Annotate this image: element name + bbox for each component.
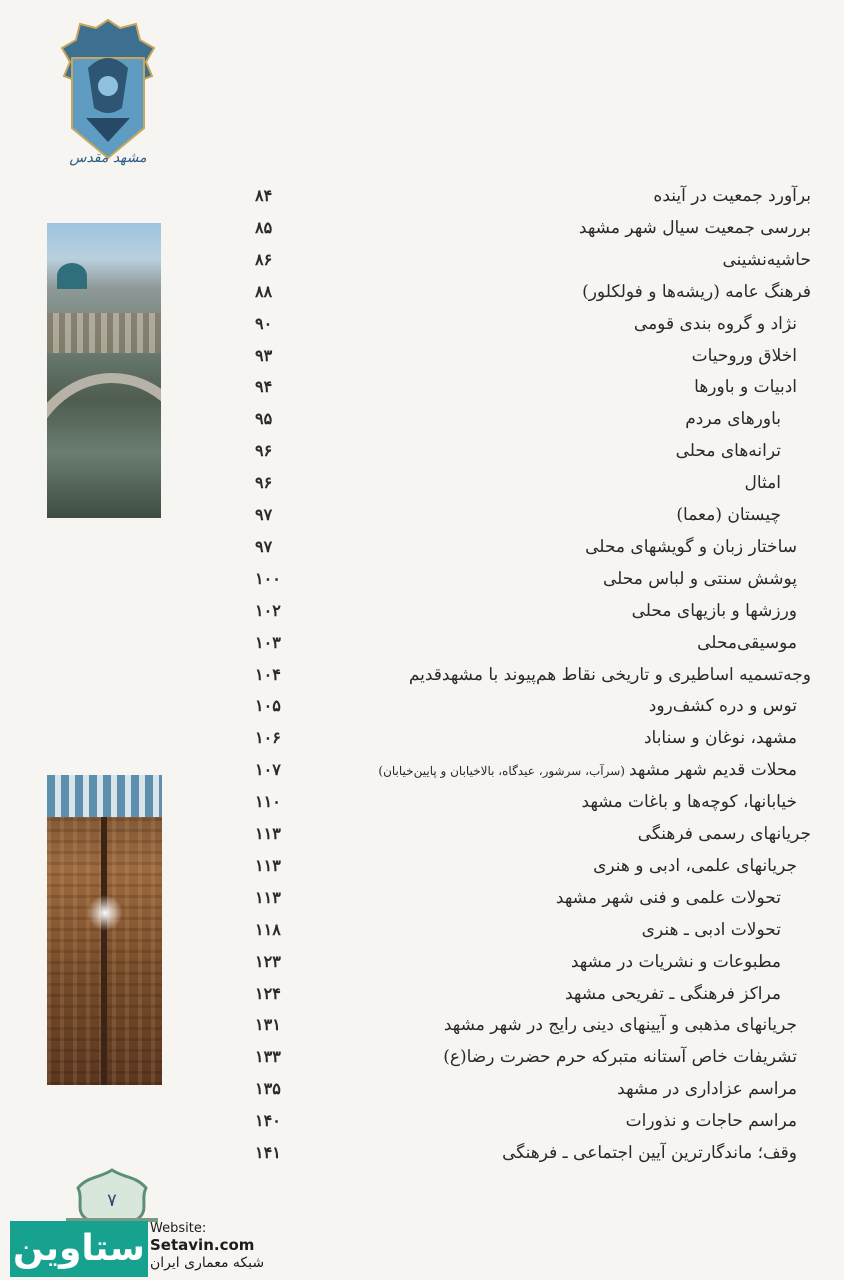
toc-entry-title-text: مطبوعات و نشریات در مشهد xyxy=(570,951,781,972)
toc-entry-title xyxy=(502,1137,797,1169)
toc-entry-page: ۱۳۵ xyxy=(255,1079,281,1099)
toc-entry-title-text: ترانه‌های محلی xyxy=(675,441,781,462)
toc-entry-title xyxy=(378,754,797,787)
toc-entry-title xyxy=(579,212,811,244)
toc-entry-title xyxy=(593,850,797,882)
toc-entry xyxy=(255,754,811,786)
toc-entry-page: ۱۰۷ xyxy=(255,760,281,780)
toc-entry-title xyxy=(617,1073,797,1105)
toc-entry-page: ۹۳ xyxy=(255,345,273,365)
toc-entry xyxy=(255,308,811,340)
toc-entry-page: ۱۰۶ xyxy=(255,728,281,748)
toc-entry-title-text: حاشیه‌نشینی xyxy=(722,249,811,270)
toc-entry xyxy=(255,914,811,946)
toc-entry-title-text: ساختار زبان و گویشهای محلی xyxy=(585,536,797,557)
toc-entry-page: ۱۱۳ xyxy=(255,824,281,843)
toc-entry-title xyxy=(722,244,811,276)
toc-entry-title xyxy=(582,276,811,308)
toc-entry-title xyxy=(644,722,797,754)
toc-entry-title xyxy=(626,1105,797,1137)
toc-entry-title xyxy=(603,563,797,595)
toc-entry-title-text: تحولات علمی و فنی شهر مشهد xyxy=(555,887,781,908)
toc-entry xyxy=(255,1009,811,1041)
toc-entry-title xyxy=(556,882,781,914)
toc-entry xyxy=(255,435,811,467)
toc-entry-page: ۹۷ xyxy=(255,505,273,524)
toc-entry-title-text: مراکز فرهنگی ـ تفریحی مشهد xyxy=(564,983,781,1004)
toc-entry-title xyxy=(443,1041,797,1073)
toc-entry-title-text: بررسی جمعیت سیال شهر مشهد xyxy=(578,217,811,238)
toc-entry-title-text: باورهای مردم xyxy=(685,409,781,430)
toc-entry xyxy=(255,978,811,1010)
toc-entry-page: ۹۷ xyxy=(255,536,273,556)
toc-entry-title xyxy=(565,978,781,1010)
toc-entry xyxy=(255,946,811,978)
toc-entry xyxy=(255,180,811,212)
toc-entry-title-text: تحولات ادبی ـ هنری xyxy=(641,919,781,940)
toc-entry-title xyxy=(444,1009,797,1041)
toc-entry-title xyxy=(692,340,797,372)
toc-entry-title xyxy=(638,818,811,850)
toc-entry xyxy=(255,1041,811,1073)
toc-entry-title-text: ادبیات و باورها xyxy=(694,377,797,398)
toc-entry xyxy=(255,722,811,754)
emblem-caption: مشهد مقدس xyxy=(69,150,147,166)
toc-entry-page: ۹۶ xyxy=(255,441,273,461)
toc-entry xyxy=(255,882,811,914)
toc-entry-page: ۱۲۴ xyxy=(255,983,281,1003)
toc-entry xyxy=(255,659,811,691)
toc-entry-page: ۱۲۳ xyxy=(255,951,281,971)
toc-entry-title-text: جریانهای رسمی فرهنگی xyxy=(637,824,811,844)
toc-entry-title xyxy=(685,403,781,435)
toc-entry-title-text: ورزشها و بازیهای محلی xyxy=(631,600,797,621)
toc-entry-page: ۸۵ xyxy=(255,217,273,237)
toc-entry-title xyxy=(694,371,797,403)
toc-entry xyxy=(255,690,811,722)
toc-entry xyxy=(255,850,811,882)
toc-entry-page: ۹۶ xyxy=(255,473,273,493)
toc-entry-title-text: اخلاق وروحیات xyxy=(691,345,797,366)
watermark-text xyxy=(150,1222,300,1272)
toc-entry-title-text: وقف؛ ماندگارترین آیین اجتماعی ـ فرهنگی xyxy=(502,1143,797,1163)
toc-entry xyxy=(255,563,811,595)
toc-entry-page: ۱۰۴ xyxy=(255,664,281,684)
toc-entry-page: ۱۰۳ xyxy=(255,632,281,652)
toc-entry xyxy=(255,403,811,435)
watermark-tagline: شبکه معماری ایران xyxy=(150,1255,265,1271)
watermark-logo: ستاوین xyxy=(10,1221,148,1277)
toc-entry-title-text: وجه‌تسمیه اساطیری و تاریخی نقاط هم‌پیوند با مشهدقدیم xyxy=(408,664,811,685)
shrine-aerial-photo xyxy=(47,223,161,518)
toc-entry-page: ۱۱۰ xyxy=(255,792,281,812)
toc-entry-title-text: خیابانها، کوچه‌ها و باغات مشهد xyxy=(581,792,797,813)
toc-entry-page: ۱۱۸ xyxy=(255,919,281,939)
toc-entry-title xyxy=(649,690,797,722)
toc-entry-page: ۱۳۱ xyxy=(255,1015,281,1035)
toc-entry-title-text: جریانهای مذهبی و آیینهای دینی رایج در شهر مشهد xyxy=(443,1015,797,1036)
toc-entry xyxy=(255,1105,811,1137)
toc-entry-title-text: مشهد، نوغان و سناباد xyxy=(643,728,797,749)
toc-entry-title-text: موسیقی‌محلی xyxy=(697,632,797,653)
toc-entry-title-text: امثال xyxy=(744,473,781,494)
toc-entry-title xyxy=(697,627,797,659)
toc-entry xyxy=(255,818,811,850)
toc-entry-title-text: مراسم عزاداری در مشهد xyxy=(617,1079,797,1100)
toc-entry-title xyxy=(409,659,811,691)
toc-entry-page: ۹۵ xyxy=(255,409,273,429)
toc-entry-title xyxy=(642,914,781,946)
toc-entry-title xyxy=(571,946,781,978)
toc-entry-page: ۸۸ xyxy=(255,281,273,301)
ornate-door-photo xyxy=(47,775,162,1085)
toc-entry xyxy=(255,786,811,818)
watermark-label: Website: xyxy=(150,1221,207,1236)
toc-entry xyxy=(255,499,811,531)
toc-entry-title-text: جریانهای علمی، ادبی و هنری xyxy=(593,855,797,876)
toc-entry-title-text: چیستان (معما) xyxy=(676,505,781,525)
toc-entry xyxy=(255,531,811,563)
toc-entry-page: ۱۴۰ xyxy=(255,1111,281,1131)
toc-entry-page: ۱۰۵ xyxy=(255,696,281,716)
toc-entry xyxy=(255,627,811,659)
toc-entry-title xyxy=(676,435,781,467)
toc-entry-title-text: فرهنگ عامه (ریشه‌ها و فولکلور) xyxy=(582,281,811,302)
toc-entry xyxy=(255,340,811,372)
toc-entry-title-text: پوشش سنتی و لباس محلی xyxy=(602,568,797,589)
toc-entry-page: ۱۴۱ xyxy=(255,1143,281,1162)
toc-entry xyxy=(255,1137,811,1169)
toc-entry-page: ۱۳۳ xyxy=(255,1047,281,1067)
toc-entry-title-text: توس و دره کشف‌رود xyxy=(648,696,797,717)
toc-entry-title-text: مراسم حاجات و نذورات xyxy=(625,1111,797,1132)
toc-entry xyxy=(255,371,811,403)
toc-entry xyxy=(255,1073,811,1105)
toc-entry xyxy=(255,595,811,627)
toc-entry-title xyxy=(634,308,797,340)
toc-entry xyxy=(255,244,811,276)
toc-entry-page: ۱۰۲ xyxy=(255,600,281,620)
toc-entry-title xyxy=(585,531,797,563)
toc-entry-title xyxy=(676,499,781,531)
page-number: ۷ xyxy=(107,1190,117,1211)
toc-entry-page: ۱۱۳ xyxy=(255,855,281,875)
toc-entry-page: ۸۶ xyxy=(255,249,273,269)
toc-entry-title-text: محلات قدیم شهر مشهد xyxy=(628,760,797,781)
toc-entry xyxy=(255,467,811,499)
toc-entry-page: ۹۴ xyxy=(255,377,273,397)
toc-entry-title xyxy=(745,467,782,499)
toc-entry-title-text: برآورد جمعیت در آینده xyxy=(653,186,811,206)
toc-entry-title-text: تشریفات خاص آستانه متبرکه حرم حضرت رضا(ع) xyxy=(443,1047,797,1068)
toc-entry-page: ۱۱۳ xyxy=(255,887,281,907)
toc-entry-page: ۸۴ xyxy=(255,186,273,205)
toc-entry-page: ۱۰۰ xyxy=(255,568,281,588)
toc-entry-title xyxy=(653,180,811,212)
toc-entry xyxy=(255,212,811,244)
toc-entry-title xyxy=(582,786,797,818)
toc-entry-subtitle: (سرآب، سرشور، عیدگاه، بالاخیابان و پایین‌خیابان) xyxy=(378,764,625,779)
toc-entry-title xyxy=(632,595,797,627)
watermark-site: Setavin.com xyxy=(150,1236,255,1254)
toc-entry-page: ۹۰ xyxy=(255,313,273,333)
toc-entry-title-text: نژاد و گروه بندی قومی xyxy=(633,313,797,334)
toc-entry xyxy=(255,276,811,308)
